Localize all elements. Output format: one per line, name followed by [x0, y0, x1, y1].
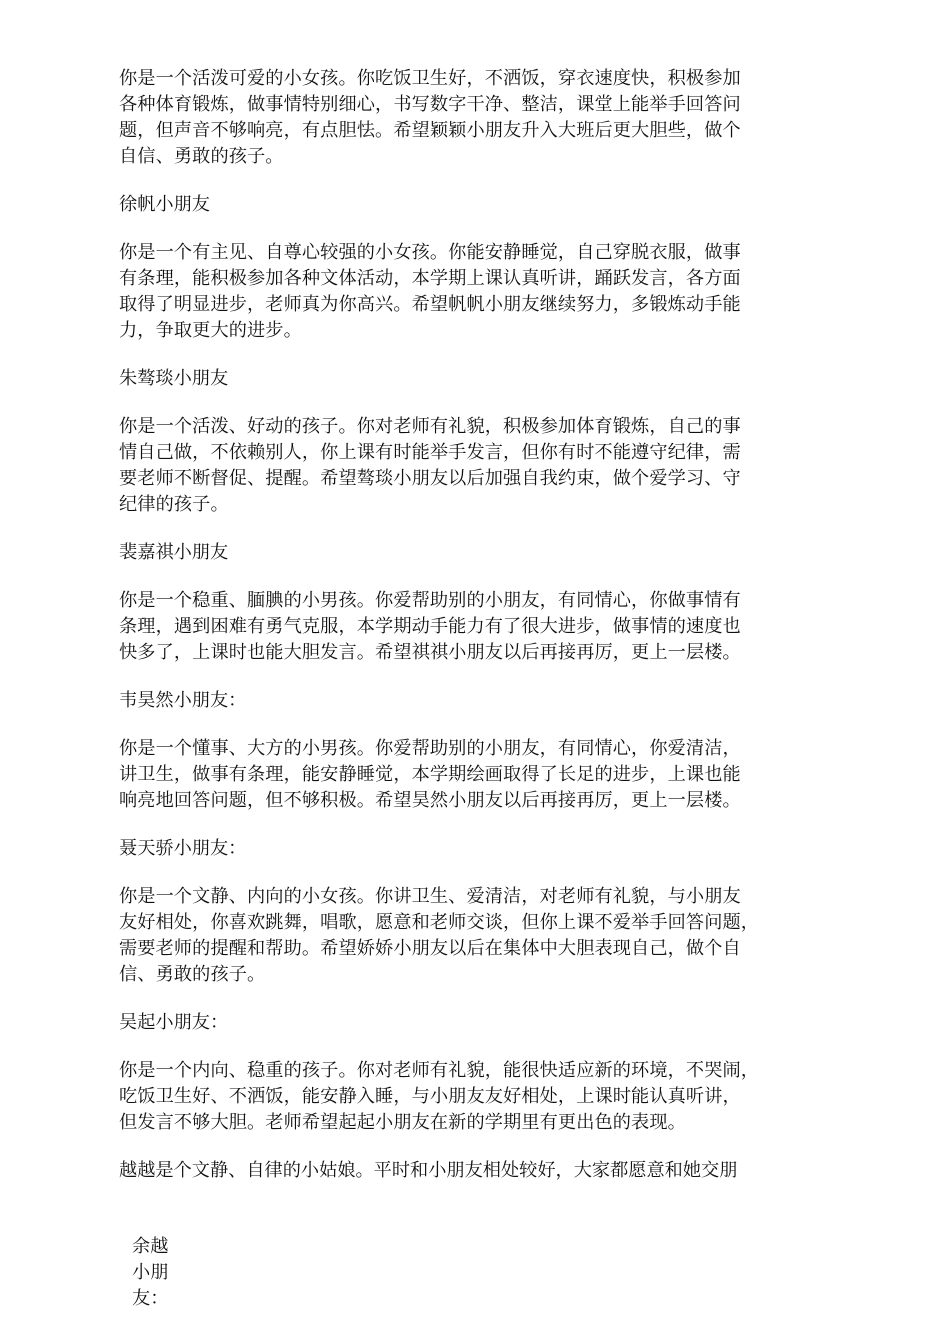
comment-paragraph-truncated: 越越是个文静、自律的小姑娘。平时和小朋友相处较好，大家都愿意和她交朋: [119, 1160, 738, 1181]
comment-paragraph: 你是一个有主见、自尊心较强的小女孩。你能安静睡觉，自己穿脱衣服，做事 有条理，能积极参加各种文体活动，本学期上课认真听讲，踊跃发言，各方面 取得了明显进步，老师真为你高兴。希望帆帆小朋友继续努力，多锻炼动手能 力，争取更大的进步。: [119, 242, 741, 341]
student-name-heading: 韦昊然小朋友：: [119, 690, 247, 711]
student-name-heading: 吴起小朋友：: [119, 1012, 229, 1033]
student-name-heading: 朱骜琰小朋友: [119, 368, 229, 389]
document-body: [119, 66, 839, 1184]
comment-paragraph: 你是一个活泼、好动的孩子。你对老师有礼貌，积极参加体育锻炼，自己的事 情自己做，不依赖别人，你上课有时能举手发言，但你有时不能遵守纪律，需 要老师不断督促、提醒。希望骜琰小朋友以后加强自我约束，做个爱学习、守 纪律的孩子。: [119, 416, 741, 515]
student-name-heading: 徐帆小朋友: [119, 194, 210, 215]
comment-paragraph: 你是一个文静、内向的小女孩。你讲卫生、爱清洁，对老师有礼貌，与小朋友 友好相处，你喜欢跳舞，唱歌，愿意和老师交谈，但你上课不爱举手回答问题， 需要老师的提醒和帮助。希望娇娇小朋友以后在集体中大胆表现自己，做个自 信、勇敢的孩子。: [119, 886, 760, 985]
student-name-heading: 聂天骄小朋友：: [119, 838, 247, 859]
comment-paragraph: 你是一个内向、稳重的孩子。你对老师有礼貌，能很快适应新的环境，不哭闹， 吃饭卫生好、不洒饭，能安静入睡，与小朋友友好相处，上课时能认真听讲， 但发言不够大胆。老师希望起起小朋友在新的学期里有更出色的表现。: [119, 1060, 760, 1133]
comment-paragraph-intro: 你是一个活泼可爱的小女孩。你吃饭卫生好，不洒饭，穿衣速度快，积极参加 各种体育锻炼，做事情特别细心，书写数字干净、整洁，课堂上能举手回答问 题，但声音不够响亮，有点胆怯。希望颖颖小朋友升入大班后更大胆些，做个 自信、勇敢的孩子。: [119, 68, 741, 167]
comment-paragraph: 你是一个稳重、腼腆的小男孩。你爱帮助别的小朋友，有同情心，你做事情有 条理，遇到困难有勇气克服，本学期动手能力有了很大进步，做事情的速度也 快多了，上课时也能大胆发言。希望祺祺小朋友以后再接再厉，更上一层楼。: [119, 590, 741, 663]
student-name-text-box: 余越小朋友：: [132, 1236, 169, 1309]
comment-paragraph: 你是一个懂事、大方的小男孩。你爱帮助别的小朋友，有同情心，你爱清洁， 讲卫生，做事有条理，能安静睡觉，本学期绘画取得了长足的进步，上课也能 响亮地回答问题，但不够积极。希望昊然小朋友以后再接再厉，更上一层楼。: [119, 738, 741, 811]
student-name-heading: 裴嘉祺小朋友: [119, 542, 229, 563]
